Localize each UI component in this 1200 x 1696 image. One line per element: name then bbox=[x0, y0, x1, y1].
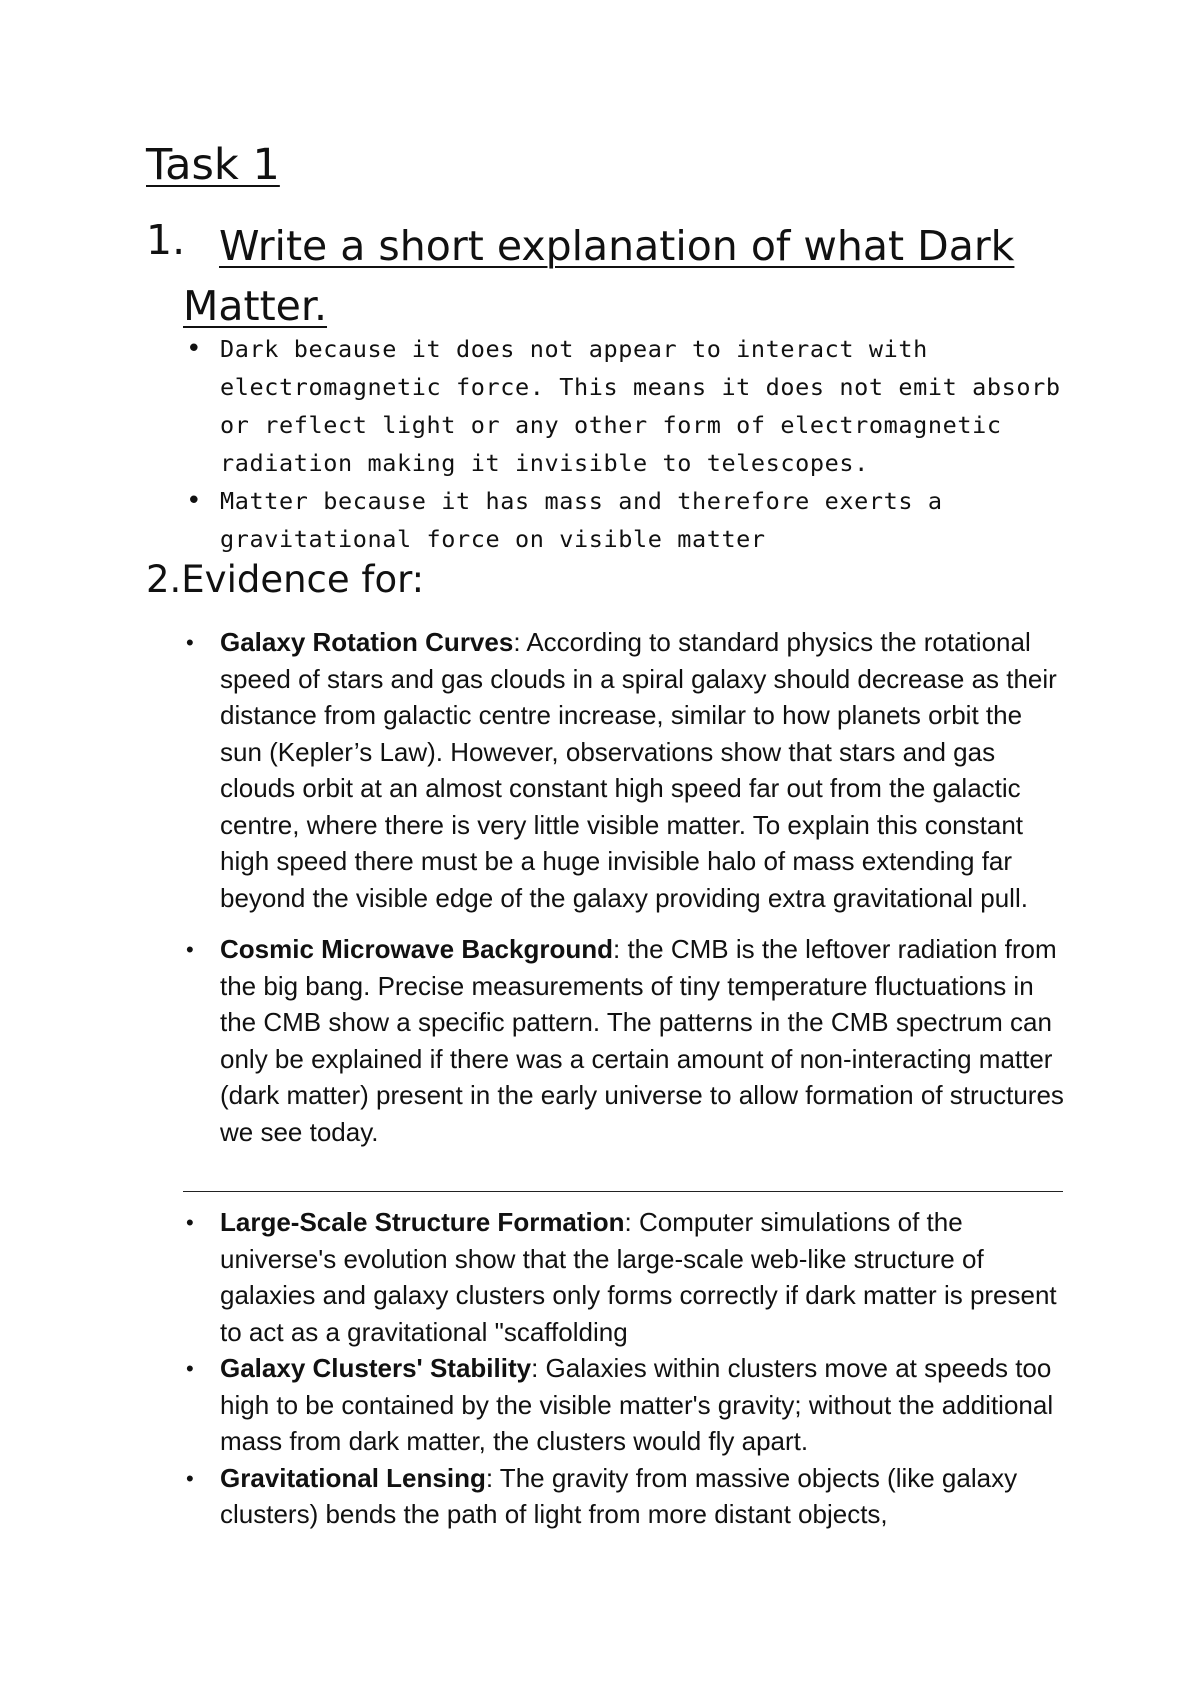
evidence-term: Galaxy Clusters' Stability bbox=[220, 1353, 532, 1383]
evidence-term: Galaxy Rotation Curves bbox=[220, 627, 514, 657]
evidence-list-part-2 bbox=[186, 1204, 1066, 1533]
evidence-term: Gravitational Lensing bbox=[220, 1462, 486, 1493]
bullet-icon: • bbox=[186, 1465, 194, 1491]
bullet-icon: • bbox=[186, 1356, 194, 1381]
evidence-list-part-1 bbox=[186, 624, 1066, 1150]
answer-bullet-dark bbox=[186, 330, 1086, 482]
evidence-item-cluster-stability bbox=[186, 1350, 1066, 1460]
evidence-text: : Computer simulations of the universe's evolution show that the large-scale web-like structure of galaxies and galaxy clusters only forms correctly if dark matter is present to act as a gravitational "scaffolding bbox=[220, 1207, 1057, 1347]
evidence-item-rotation-curves bbox=[186, 624, 1066, 916]
evidence-term: Large-Scale Structure Formation bbox=[220, 1207, 625, 1237]
horizontal-divider bbox=[183, 1191, 1063, 1192]
answer-bullet-matter bbox=[186, 482, 1086, 558]
answer-bullet-text: Dark because it does not appear to interact with electromagnetic force. This means it does not emit absorb or reflect light or any other form of electromagnetic radiation making it invisible to telescopes. bbox=[220, 335, 1061, 477]
evidence-text: : the CMB is the leftover radiation from the big bang. Precise measurements of tiny temperature fluctuations in the CMB show a specific pattern. The patterns in the CMB spectrum can only be explained if there was a certain amount of non-interacting matter (dark matter) present in the early universe to allow formation of structures we see today. bbox=[220, 934, 1064, 1147]
evidence-text: : According to standard physics the rotational speed of stars and gas clouds in a spiral galaxy should decrease as their distance from galactic centre increase, similar to how planets orbit the sun (Kepler’s Law). However, observations show that stars and gas clouds orbit at an almost constant high speed far out from the galactic centre, where there is very little visible matter. To explain this constant high speed there must be a huge invisible halo of mass extending far beyond the visible edge of the galaxy providing extra gravitational pull. bbox=[220, 627, 1057, 913]
evidence-item-cmb bbox=[186, 931, 1066, 1150]
answer-bullet-text: Matter because it has mass and therefore exerts a gravitational force on visible matter bbox=[220, 487, 943, 553]
bullet-icon: • bbox=[186, 630, 194, 655]
evidence-text: : Galaxies within clusters move at speeds too high to be contained by the visible matter's gravity; without the additional mass from dark matter, the clusters would fly apart. bbox=[220, 1353, 1054, 1456]
bullet-icon: • bbox=[186, 1210, 194, 1235]
evidence-heading: 2.Evidence for: bbox=[146, 558, 425, 601]
question-1-number: 1. bbox=[146, 216, 186, 264]
evidence-item-gravitational-lensing bbox=[186, 1460, 1066, 1533]
question-1-answer-list bbox=[186, 330, 1086, 558]
bullet-icon: • bbox=[186, 937, 194, 962]
question-1-text: Write a short explanation of what Dark Matter. bbox=[183, 222, 1015, 330]
evidence-text: : The gravity from massive objects (like galaxy clusters) bends the path of light from more distant objects, bbox=[220, 1462, 1018, 1529]
task-title: Task 1 bbox=[146, 140, 280, 190]
evidence-term: Cosmic Microwave Background bbox=[220, 934, 613, 964]
bullet-icon: • bbox=[186, 486, 203, 516]
bullet-icon: • bbox=[186, 334, 203, 364]
evidence-item-large-scale-structure bbox=[186, 1204, 1066, 1350]
